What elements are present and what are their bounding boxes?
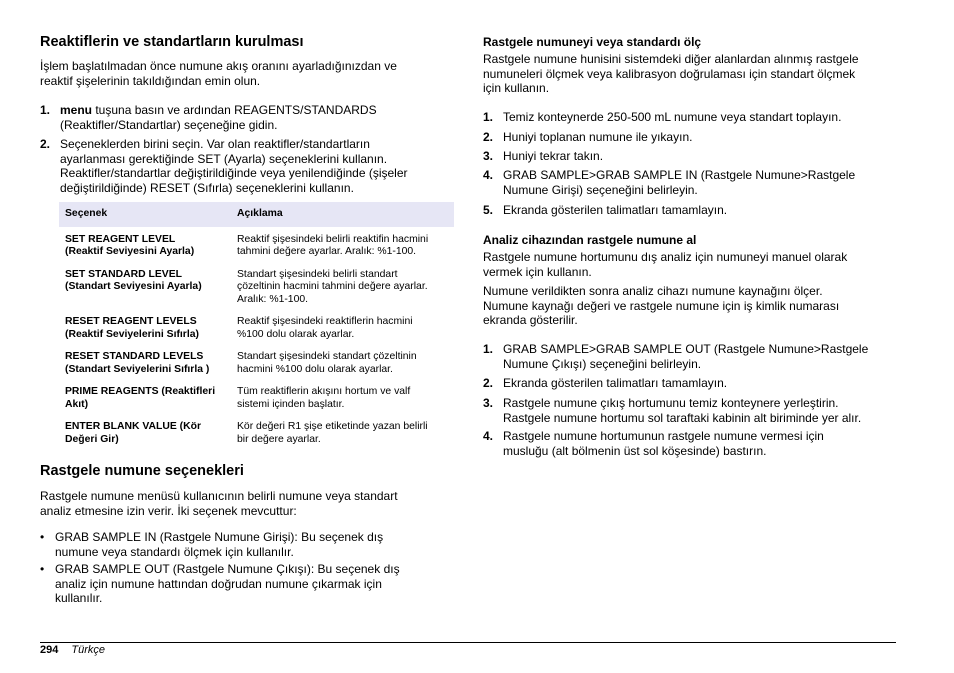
table-row: PRIME REAGENTS (Reaktifleri Akıt) Tüm reaktiflerin akışını hortum ve valf sistemi içinden başlatır. <box>65 386 411 410</box>
section-heading-take-grab-sample: Analiz cihazından rastgele numune al <box>483 233 697 247</box>
column-header-option: Seçenek <box>59 202 231 227</box>
table-row: ENTER BLANK VALUE (Kör Değeri Gir) Kör değeri R1 şişe etiketinde yazan belirli bir değere ayarlar. <box>65 421 428 445</box>
measure-intro: Rastgele numune hunisini sistemdeki diğer alanlardan alınmış rastgele numuneleri ölçmek veya kalibrasyon doğrulaması için standart ölçmek için kullanın. <box>483 52 859 95</box>
table-row: SET REAGENT LEVEL (Reaktif Seviyesini Ayarla) Reaktif şişesindeki belirli reaktifin hacmini tahmini değere ayarlar. Aralık: %1-100. <box>65 233 429 257</box>
page-number: 294 <box>40 644 59 656</box>
section-heading-measure-grab-sample: Rastgele numuneyi veya standardı ölç <box>483 35 702 49</box>
table-row: RESET REAGENT LEVELS (Reaktif Seviyelerini Sıfırla) Reaktif şişesindeki reaktiflerin hacmini %100 dolu olarak ayarlar. <box>65 316 413 340</box>
section-heading-grab-sample-options: Rastgele numune seçenekleri <box>40 463 244 479</box>
table-header-row <box>59 202 454 227</box>
footer-divider <box>40 642 896 643</box>
table-row: SET STANDARD LEVEL (Standart Seviyesini Ayarla) Standart şişesindeki belirli standart çözeltinin hacmini tahmini değere ayarlar. Aralık: %1-100. <box>65 268 428 305</box>
grab-sample-intro: Rastgele numune menüsü kullanıcının belirli numune veya standart analiz etmesine izin verir. İki seçenek mevcuttur: <box>40 489 398 518</box>
footer-language: Türkçe <box>71 644 106 656</box>
column-header-description: Açıklama <box>231 202 454 227</box>
take-sample-note: Numune verildikten sonra analiz cihazı numune kaynağını ölçer. Numune kaynağı değeri ve rastgele numune için iş kimlik numarası ekranda gösterilir. <box>483 284 840 327</box>
take-sample-intro: Rastgele numune hortumunu dış analiz için numuneyi manuel olarak vermek için kullanın. <box>483 250 848 279</box>
section-heading-reagents: Reaktiflerin ve standartların kurulması <box>40 34 304 50</box>
options-table <box>59 202 454 446</box>
page-footer <box>40 644 105 656</box>
table-row: RESET STANDARD LEVELS (Standart Seviyelerini Sıfırla ) Standart şişesindeki standart çözeltinin hacmini %100 dolu olarak ayarlar. <box>65 351 417 375</box>
bullet-icon: • <box>40 562 45 576</box>
intro-paragraph: İşlem başlatılmadan önce numune akış oranını ayarladığınızdan ve reaktif şişelerinin takıldığından emin olun. <box>40 59 397 88</box>
bullet-icon: • <box>40 530 45 544</box>
menu-key-label: menu <box>60 103 93 117</box>
